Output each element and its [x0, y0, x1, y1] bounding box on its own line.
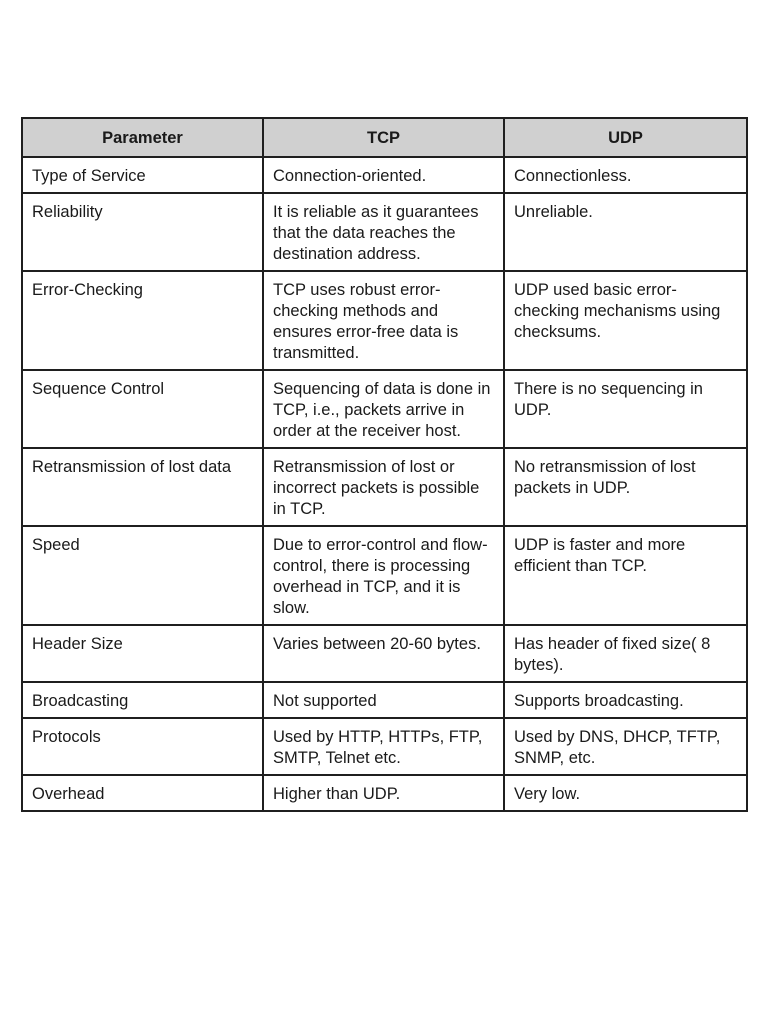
- parameter-cell: [22, 193, 263, 271]
- udp-cell: [504, 526, 747, 625]
- tcp-cell: [263, 625, 504, 682]
- parameter-cell: [22, 625, 263, 682]
- udp-cell: [504, 271, 747, 370]
- tcp-cell-text: Varies between 20-60 bytes.: [273, 635, 481, 653]
- table-row: [22, 718, 747, 775]
- parameter-cell-text: Retransmission of lost data: [32, 458, 232, 476]
- tcp-cell: [263, 682, 504, 718]
- parameter-cell: [22, 718, 263, 775]
- udp-cell-text: UDP used basic error-checking mechanisms using checksums.: [514, 281, 721, 341]
- tcp-cell: [263, 271, 504, 370]
- tcp-cell-text: Retransmission of lost or incorrect packets is possible in TCP.: [273, 458, 480, 518]
- udp-cell: [504, 775, 747, 811]
- udp-cell: [504, 157, 747, 193]
- tcp-cell-text: Higher than UDP.: [273, 785, 401, 803]
- udp-cell: [504, 193, 747, 271]
- table-row: [22, 271, 747, 370]
- table-header: [22, 118, 747, 157]
- udp-cell: [504, 718, 747, 775]
- udp-cell-text: No retransmission of lost packets in UDP.: [514, 458, 696, 497]
- table-body: [22, 157, 747, 811]
- udp-cell-text: Used by DNS, DHCP, TFTP, SNMP, etc.: [514, 728, 721, 767]
- udp-cell: [504, 448, 747, 526]
- parameter-cell-text: Header Size: [32, 635, 123, 653]
- udp-cell-text: Connectionless.: [514, 167, 632, 185]
- tcp-cell: [263, 718, 504, 775]
- header-udp: UDP: [504, 118, 747, 157]
- parameter-cell-text: Speed: [32, 536, 80, 554]
- udp-cell-text: There is no sequencing in UDP.: [514, 380, 703, 419]
- tcp-cell: [263, 526, 504, 625]
- tcp-cell-text: Due to error-control and flow-control, there is processing overhead in TCP, and it is slow.: [273, 536, 488, 617]
- udp-cell: [504, 370, 747, 448]
- parameter-cell-text: Sequence Control: [32, 380, 165, 398]
- tcp-cell: [263, 193, 504, 271]
- table-row: [22, 625, 747, 682]
- header-parameter: Parameter: [22, 118, 263, 157]
- parameter-cell: [22, 370, 263, 448]
- parameter-cell-text: Broadcasting: [32, 692, 129, 710]
- parameter-cell-text: Error-Checking: [32, 281, 143, 299]
- parameter-cell: [22, 775, 263, 811]
- udp-cell-text: Very low.: [514, 785, 581, 803]
- udp-cell-text: UDP is faster and more efficient than TCP.: [514, 536, 686, 575]
- parameter-cell-text: Overhead: [32, 785, 105, 803]
- tcp-cell-text: It is reliable as it guarantees that the data reaches the destination address.: [273, 203, 479, 263]
- parameter-cell: [22, 526, 263, 625]
- table-row: [22, 157, 747, 193]
- tcp-cell-text: Sequencing of data is done in TCP, i.e., packets arrive in order at the receiver host.: [273, 380, 491, 440]
- tcp-udp-comparison-table: [21, 117, 748, 812]
- parameter-cell-text: Reliability: [32, 203, 103, 221]
- udp-cell: [504, 625, 747, 682]
- udp-cell-text: Supports broadcasting.: [514, 692, 684, 710]
- udp-cell-text: Has header of fixed size( 8 bytes).: [514, 635, 711, 674]
- tcp-cell: [263, 157, 504, 193]
- tcp-cell-text: Connection-oriented.: [273, 167, 427, 185]
- table-row: [22, 193, 747, 271]
- tcp-cell-text: Used by HTTP, HTTPs, FTP, SMTP, Telnet etc.: [273, 728, 483, 767]
- udp-cell: [504, 682, 747, 718]
- tcp-cell: [263, 775, 504, 811]
- comparison-table-container: [21, 117, 746, 812]
- tcp-cell: [263, 370, 504, 448]
- table-row: [22, 448, 747, 526]
- table-row: [22, 775, 747, 811]
- header-row: [22, 118, 747, 157]
- parameter-cell: [22, 448, 263, 526]
- table-row: [22, 370, 747, 448]
- header-tcp: TCP: [263, 118, 504, 157]
- tcp-cell: [263, 448, 504, 526]
- parameter-cell: [22, 682, 263, 718]
- tcp-cell-text: TCP uses robust error-checking methods and ensures error-free data is transmitted.: [273, 281, 459, 362]
- parameter-cell: [22, 157, 263, 193]
- tcp-cell-text: Not supported: [273, 692, 377, 710]
- parameter-cell-text: Type of Service: [32, 167, 146, 185]
- table-row: [22, 682, 747, 718]
- parameter-cell-text: Protocols: [32, 728, 101, 746]
- parameter-cell: [22, 271, 263, 370]
- table-row: [22, 526, 747, 625]
- udp-cell-text: Unreliable.: [514, 203, 593, 221]
